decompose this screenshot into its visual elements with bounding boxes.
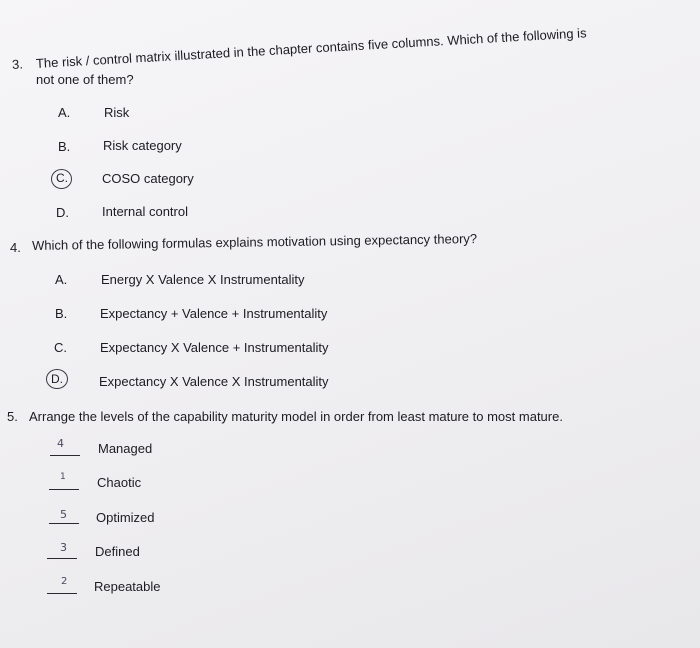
option-c-text: Expectancy X Valence + Instrumentality xyxy=(100,340,329,355)
handwritten-answer: 4 xyxy=(57,437,65,450)
question-number: 4. xyxy=(10,240,21,255)
question-text-line1: The risk / control matrix illustrated in the chapter contains five columns. Which of the following is xyxy=(35,25,587,71)
item-text: Chaotic xyxy=(97,475,142,490)
answer-blank xyxy=(49,523,79,524)
handwritten-answer: 5 xyxy=(60,508,68,521)
question-text-line1: Arrange the levels of the capability maturity model in order from least mature to most mature. xyxy=(29,409,563,424)
question-number: 5. xyxy=(7,409,18,424)
option-d-text: Internal control xyxy=(102,204,188,219)
option-a-letter: A. xyxy=(58,105,71,120)
option-a-letter: A. xyxy=(55,272,68,287)
option-c-letter: C. xyxy=(56,171,68,185)
option-b-text: Risk category xyxy=(103,138,182,153)
question-text-line1: Which of the following formulas explains motivation using expectancy theory? xyxy=(31,231,478,253)
option-d-text: Expectancy X Valence X Instrumentality xyxy=(99,374,329,389)
option-c-letter: C. xyxy=(54,340,67,355)
handwritten-answer: 3 xyxy=(60,541,68,554)
option-b-letter: B. xyxy=(55,306,68,321)
option-d-letter: D. xyxy=(56,205,69,220)
option-a-text: Risk xyxy=(104,105,130,120)
item-text: Repeatable xyxy=(94,579,161,594)
item-text: Optimized xyxy=(96,510,155,525)
handwritten-answer: 2 xyxy=(61,576,69,587)
item-text: Defined xyxy=(95,544,140,559)
option-b-letter: B. xyxy=(58,139,71,154)
question-number: 3. xyxy=(11,56,24,72)
option-a-text: Energy X Valence X Instrumentality xyxy=(101,272,305,287)
handwritten-answer: 1 xyxy=(60,472,67,482)
answer-blank xyxy=(49,489,79,490)
answer-blank xyxy=(47,593,77,594)
option-b-text: Expectancy + Valence + Instrumentality xyxy=(100,306,328,321)
question-text-line2: not one of them? xyxy=(36,72,134,87)
option-d-letter: D. xyxy=(51,372,63,386)
option-c-text: COSO category xyxy=(102,171,194,186)
answer-blank xyxy=(47,558,77,559)
answer-blank xyxy=(50,455,80,456)
item-text: Managed xyxy=(98,441,153,456)
